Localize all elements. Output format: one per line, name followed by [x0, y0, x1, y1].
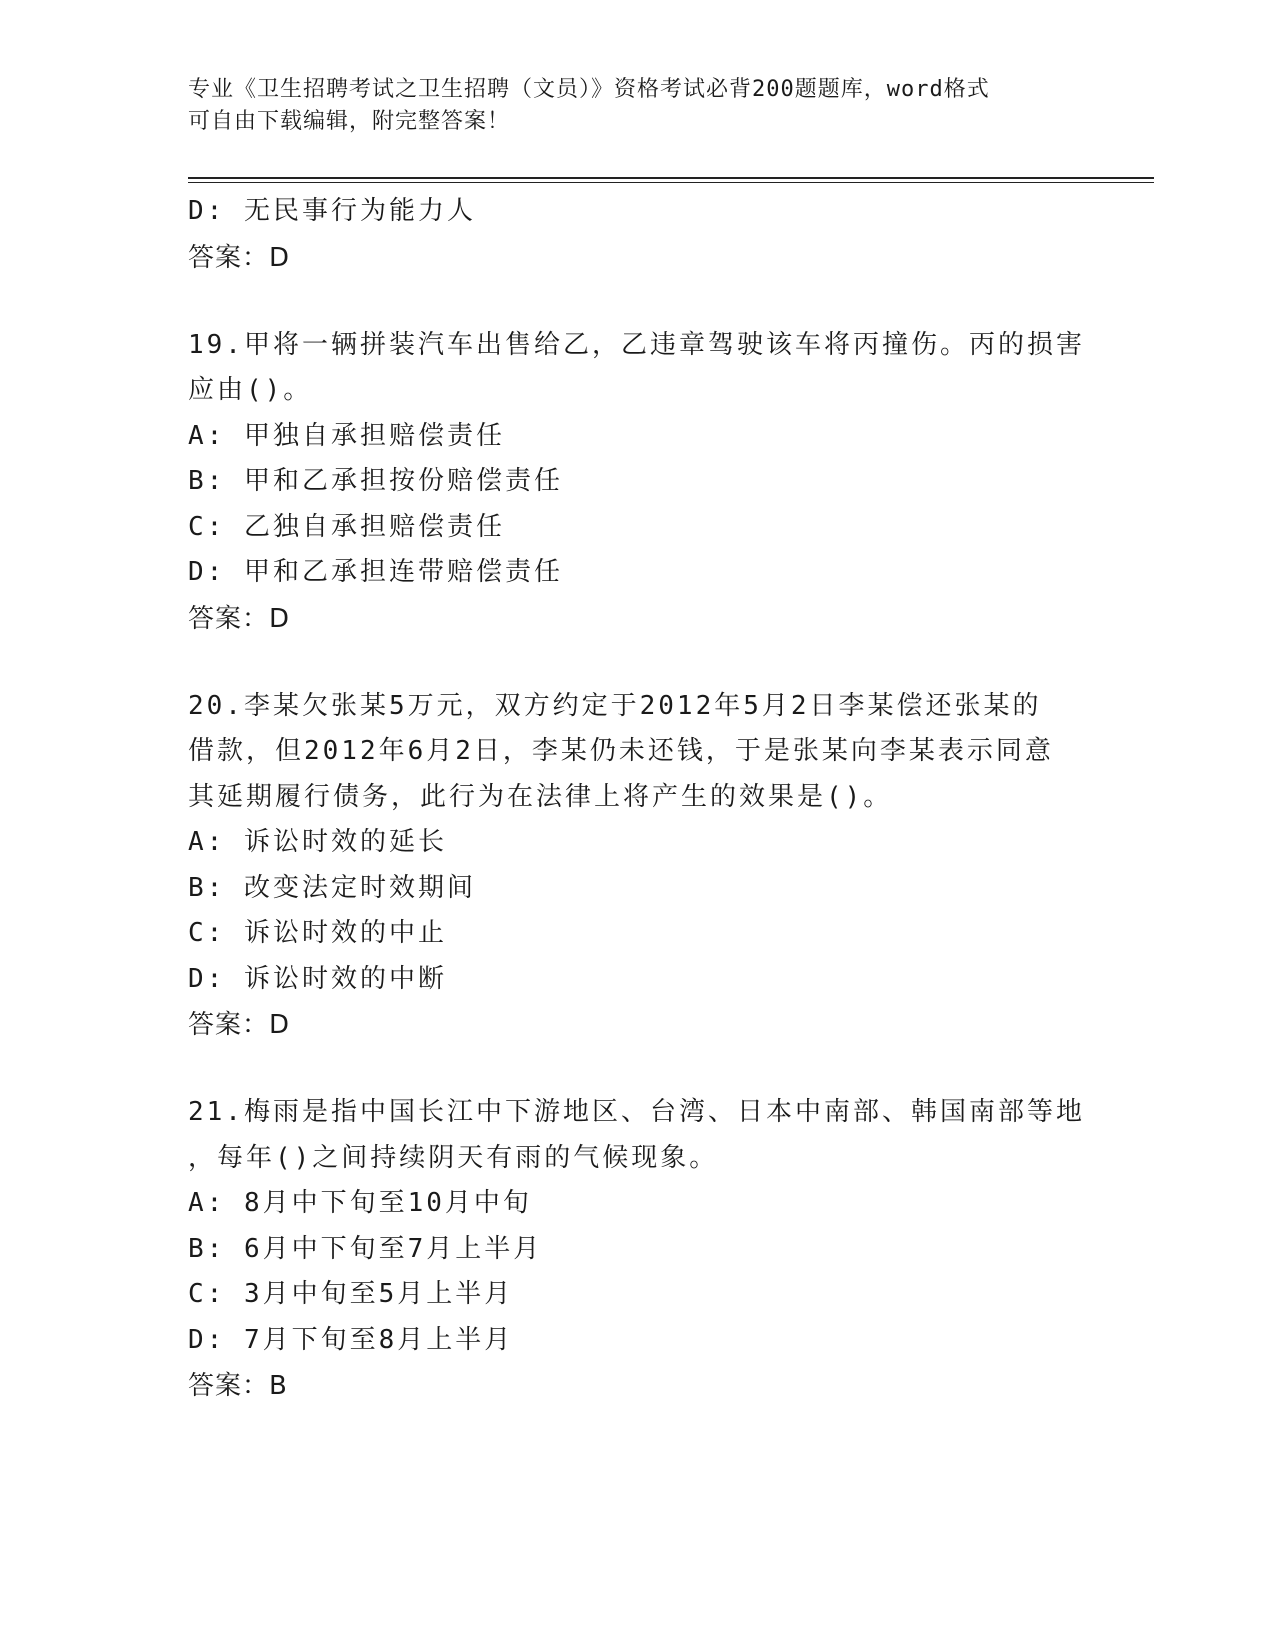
- question-stem: [188, 1090, 1088, 1181]
- answer-line: 答案：B: [188, 1371, 288, 1401]
- option-d: D: 诉讼时效的中断: [188, 963, 447, 994]
- header-divider-thick: [188, 177, 1154, 179]
- option-a: A: 8月中下旬至10月中旬: [188, 1188, 532, 1218]
- spacer: [188, 642, 1088, 684]
- option-b: B: 甲和乙承担按份赔偿责任: [188, 466, 563, 496]
- answer-line: 答案：D: [188, 603, 291, 634]
- header-divider-thin: [188, 182, 1154, 183]
- spacer: [188, 281, 1088, 323]
- answer-line: 答案：D: [188, 242, 291, 273]
- question-content: [188, 189, 1088, 1409]
- stem-line: 21.梅雨是指中国长江中下游地区、台湾、日本中南部、韩国南部等地: [188, 1097, 1085, 1127]
- header-line-2: 可自由下载编辑，附完整答案！: [188, 109, 511, 134]
- question-19: [188, 323, 1088, 642]
- stem-line: 其延期履行债务，此行为在法律上将产生的效果是()。: [188, 781, 893, 812]
- carryover-question: [188, 189, 1088, 281]
- option-c: C: 乙独自承担赔偿责任: [188, 511, 505, 542]
- option-d: D: 7月下旬至8月上半月: [188, 1324, 514, 1355]
- stem-line: ，每年()之间持续阴天有雨的气候现象。: [188, 1142, 719, 1173]
- question-stem: [188, 323, 1088, 414]
- option-d: D: 甲和乙承担连带赔偿责任: [188, 557, 563, 587]
- option-d: D: 无民事行为能力人: [188, 196, 476, 226]
- question-20: [188, 684, 1088, 1049]
- option-b: B: 6月中下旬至7月上半月: [188, 1233, 543, 1264]
- stem-line: 20.李某欠张某5万元，双方约定于2012年5月2日李某偿还张某的: [188, 690, 1042, 721]
- document-header: [188, 74, 1088, 138]
- question-21: [188, 1090, 1088, 1409]
- option-a: A: 诉讼时效的延长: [188, 827, 447, 857]
- header-line-1: 专业《卫生招聘考试之卫生招聘（文员）》资格考试必背200题题库，word格式: [188, 77, 990, 102]
- option-c: C: 3月中旬至5月上半月: [188, 1279, 514, 1309]
- option-a: A: 甲独自承担赔偿责任: [188, 420, 505, 451]
- spacer: [188, 1048, 1088, 1090]
- option-b: B: 改变法定时效期间: [188, 872, 476, 903]
- answer-line: 答案：D: [188, 1010, 291, 1040]
- stem-line: 19.甲将一辆拼装汽车出售给乙，乙违章驾驶该车将丙撞伤。丙的损害: [188, 329, 1085, 360]
- question-stem: [188, 684, 1088, 821]
- stem-line: 应由()。: [188, 375, 313, 405]
- option-c: C: 诉讼时效的中止: [188, 918, 447, 948]
- stem-line: 借款，但2012年6月2日，李某仍未还钱，于是张某向李某表示同意: [188, 736, 1054, 766]
